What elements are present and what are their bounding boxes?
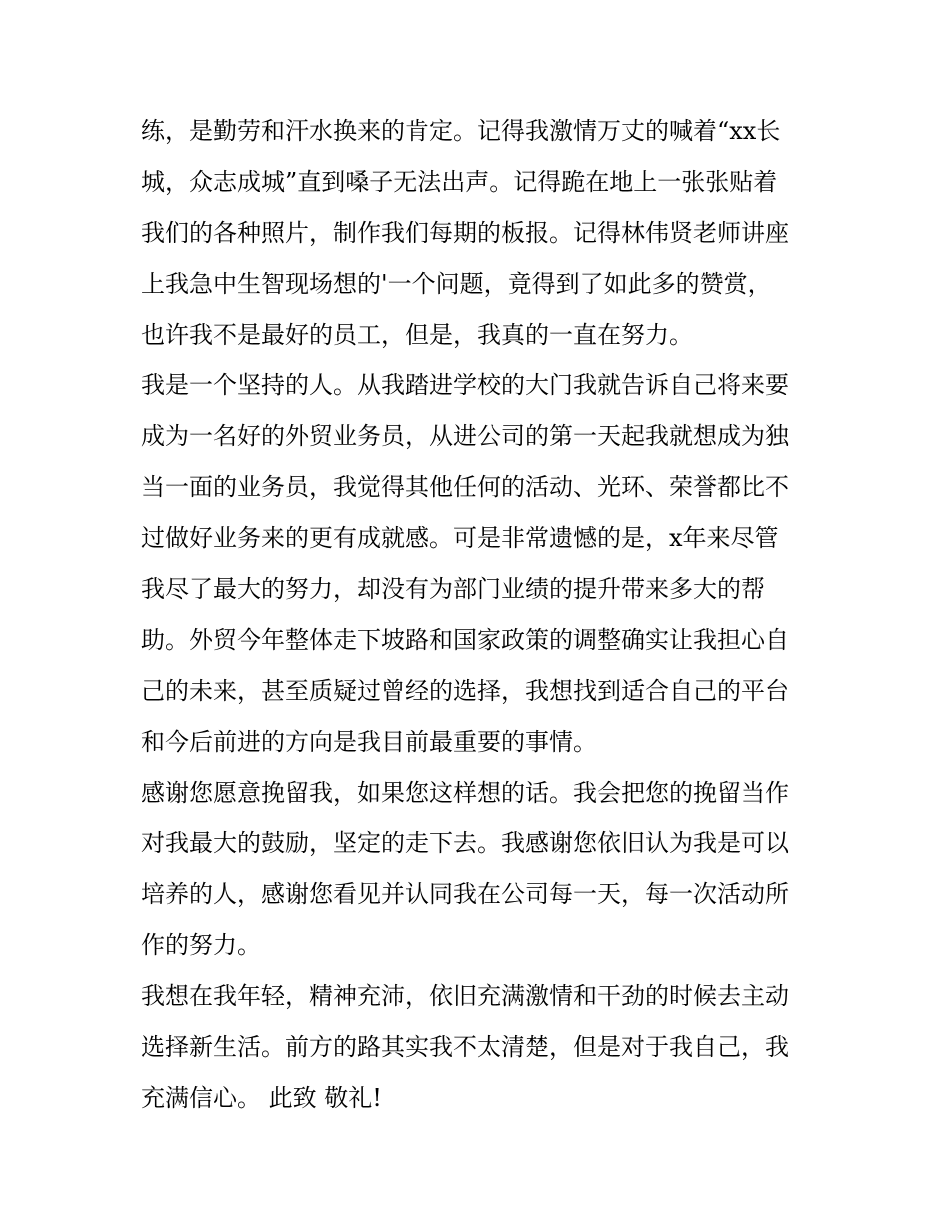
text-line: 我们的各种照片，制作我们每期的板报。记得林伟贤老师讲座 [141, 218, 789, 247]
text-line: 也许我不是最好的员工，但是，我真的一直在努力。 [141, 320, 693, 349]
text-line: 城，众志成城”直到嗓子无法出声。记得跪在地上一张张贴着 [141, 167, 778, 196]
text-line: 我是一个坚持的人。从我踏进学校的大门我就告诉自己将来要 [141, 371, 789, 400]
text-line: 当一面的业务员，我觉得其他任何的活动、光环、荣誉都比不 [141, 473, 789, 502]
text-line: 选择新生活。前方的路其实我不太清楚，但是对于我自己，我 [141, 1033, 789, 1062]
text-line: 己的未来，甚至质疑过曾经的选择，我想找到适合自己的平台 [141, 676, 789, 705]
text-line: 过做好业务来的更有成就感。可是非常遗憾的是，x年来尽管 [141, 524, 779, 553]
text-line: 练，是勤劳和汗水换来的肯定。记得我激情万丈的喊着“xx长 [141, 117, 781, 145]
document-body [141, 106, 821, 1124]
text-line: 助。外贸今年整体走下坡路和国家政策的调整确实让我担心自 [141, 625, 789, 654]
text-line: 我尽了最大的努力，却没有为部门业绩的提升带来多大的帮 [141, 575, 765, 604]
text-line: 成为一名好的外贸业务员，从进公司的第一天起我就想成为独 [141, 422, 789, 451]
text-line: 感谢您愿意挽留我，如果您这样想的话。我会把您的挽留当作 [141, 778, 789, 807]
text-line: 上我急中生智现场想的'一个问题，竟得到了如此多的赞赏， [141, 269, 772, 298]
text-line: 充满信心。 此致 敬礼! [141, 1083, 382, 1112]
text-line: 我想在我年轻，精神充沛，依旧充满激情和干劲的时候去主动 [141, 982, 789, 1011]
text-line: 培养的人，感谢您看见并认同我在公司每一天，每一次活动所 [141, 880, 789, 909]
text-line: 和今后前进的方向是我目前最重要的事情。 [141, 727, 597, 756]
text-line: 作的努力。 [141, 931, 261, 960]
text-line: 对我最大的鼓励，坚定的走下去。我感谢您依旧认为我是可以 [141, 829, 789, 858]
